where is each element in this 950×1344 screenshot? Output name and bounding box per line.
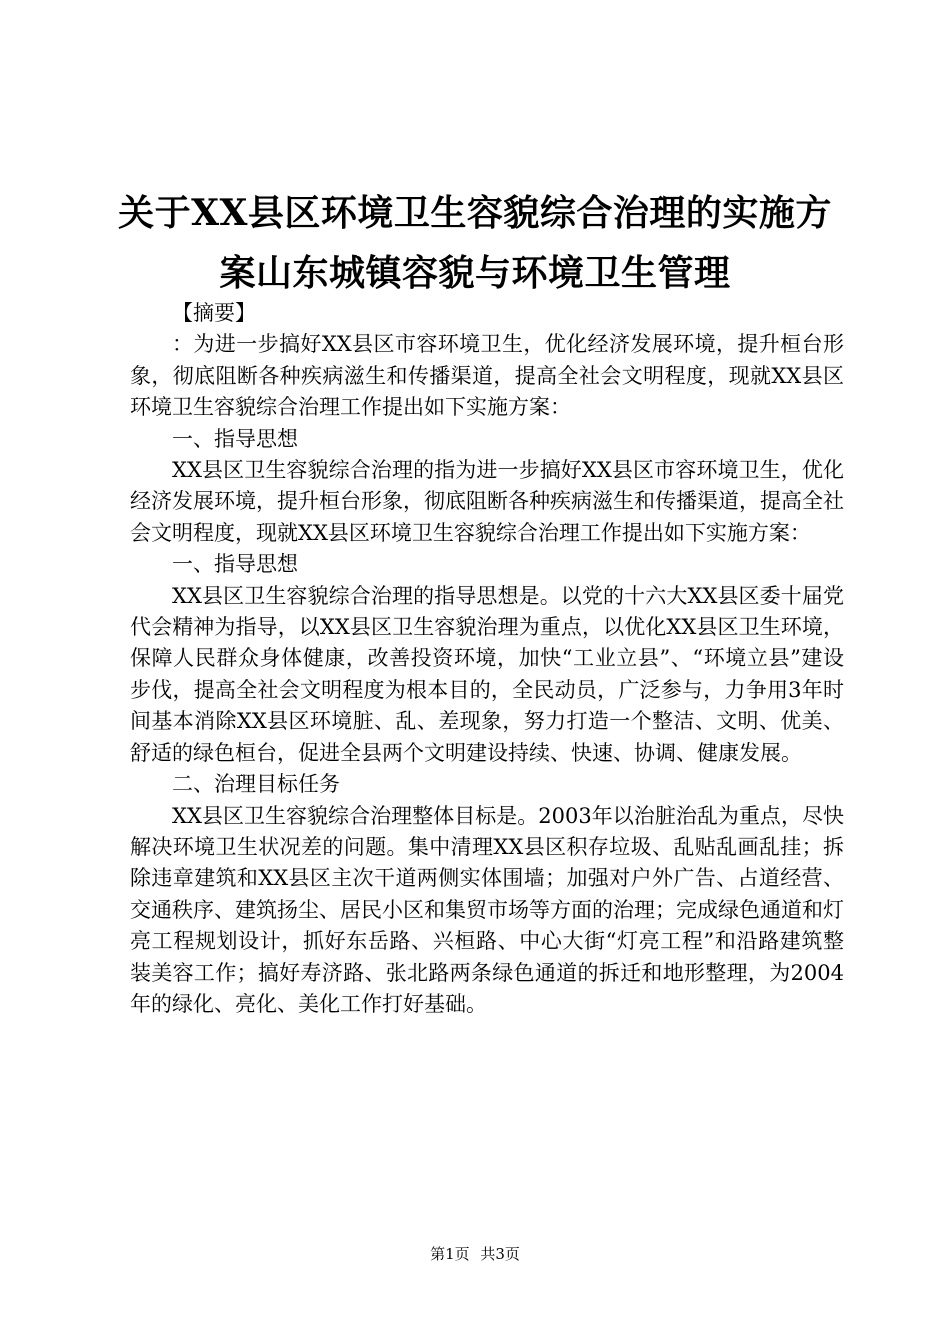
title-line-1: 关于XX县区环境卫生容貌综合治理的实施方 [118, 192, 832, 234]
abstract-paragraph: ：为进一步搞好XX县区市容环境卫生，优化经济发展环境，提升桓台形象，彻底阻断各种疾病滋生和传播渠道，提高全社会文明程度，现就XX县区环境卫生容貌综合治理工作提出如下实施方案： [130, 332, 844, 420]
abstract-heading: 【摘要】 [172, 301, 256, 325]
body-paragraph: XX县区卫生容貌综合治理的指为进一步搞好XX县区市容环境卫生，优化经济发展环境，提升桓台形象，彻底阻断各种疾病滋生和传播渠道，提高全社会文明程度，现就XX县区环境卫生容貌综合治理工作提出如下实施方案： [130, 458, 844, 545]
page-total: 共3页 [480, 1245, 520, 1263]
document-body [130, 298, 844, 1020]
page-number: 第1页 [430, 1245, 470, 1263]
body-paragraph: XX县区卫生容貌综合治理的指导思想是。以党的十六大XX县区委十届党代会精神为指导，以XX县区卫生容貌治理为重点，以优化XX县区卫生环境，保障人民群众身体健康，改善投资环境，加快“工业立县”、“环境立县”建设步伐，提高全社会文明程度为根本目的，全民动员，广泛参与，力争用3年时间基本消除XX县区环境脏、乱、差现象，努力打造一个整洁、文明、优美、舒适的绿色桓台，促进全县两个文明建设持续、快速、协调、健康发展。 [130, 583, 844, 765]
page-footer [0, 1243, 950, 1264]
section-heading: 二、治理目标任务 [172, 772, 340, 797]
body-paragraph: XX县区卫生容貌综合治理整体目标是。2003年以治脏治乱为重点，尽快解决环境卫生状况差的问题。集中清理XX县区积存垃圾、乱贴乱画乱挂；拆除违章建筑和XX县区主次干道两侧实体围墙；加强对户外广告、占道经营、交通秩序、建筑扬尘、居民小区和集贸市场等方面的治理；完成绿色通道和灯亮工程规划设计，抓好东岳路、兴桓路、中心大街“灯亮工程”和沿路建筑整装美容工作；搞好寿济路、张北路两条绿色通道的拆迁和地形整理，为2004年的绿化、亮化、美化工作打好基础。 [130, 803, 844, 1016]
section-heading: 一、指导思想 [172, 552, 298, 577]
document-title [0, 183, 950, 303]
section-heading: 一、指导思想 [172, 426, 298, 451]
title-line-2: 案山东城镇容貌与环境卫生管理 [219, 252, 731, 294]
